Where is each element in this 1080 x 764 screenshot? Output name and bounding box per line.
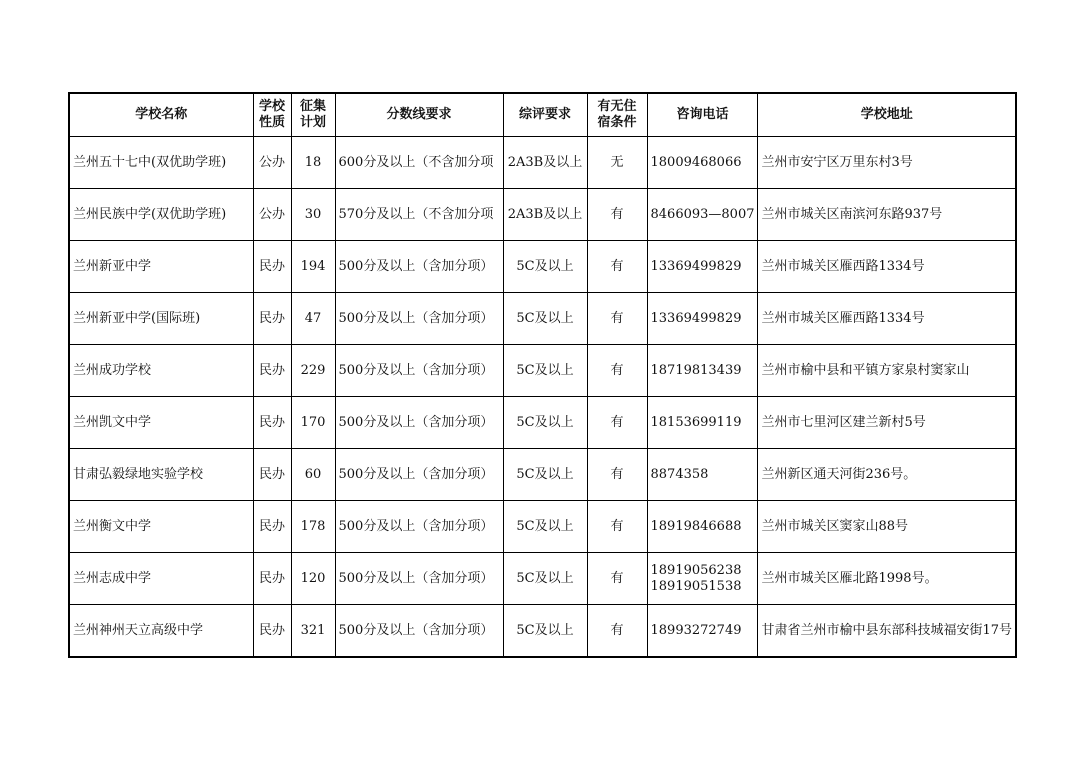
cell-addr: 兰州新区通天河街236号。 <box>758 449 1016 501</box>
cell-score: 500分及以上（含加分项） <box>335 241 503 293</box>
cell-plan: 120 <box>291 553 335 605</box>
cell-name: 兰州凯文中学 <box>69 397 253 449</box>
cell-dorm: 有 <box>587 397 647 449</box>
cell-phone: 13369499829 <box>647 241 758 293</box>
cell-phone: 18719813439 <box>647 345 758 397</box>
cell-dorm: 无 <box>587 137 647 189</box>
table-body <box>69 137 1016 658</box>
cell-score: 500分及以上（含加分项） <box>335 449 503 501</box>
table-row <box>69 137 1016 189</box>
cell-dorm: 有 <box>587 345 647 397</box>
cell-phone: 18009468066 <box>647 137 758 189</box>
cell-dorm: 有 <box>587 449 647 501</box>
column-header-phone <box>647 93 758 137</box>
school-admission-table <box>68 92 1017 658</box>
cell-addr: 兰州市城关区窦家山88号 <box>758 501 1016 553</box>
cell-type: 民办 <box>253 293 291 345</box>
cell-addr: 兰州市城关区南滨河东路937号 <box>758 189 1016 241</box>
table-row <box>69 553 1016 605</box>
cell-dorm: 有 <box>587 605 647 658</box>
table-row <box>69 501 1016 553</box>
column-header-addr <box>758 93 1016 137</box>
cell-phone: 8874358 <box>647 449 758 501</box>
cell-dorm: 有 <box>587 293 647 345</box>
cell-eval: 5C及以上 <box>503 605 587 658</box>
cell-plan: 178 <box>291 501 335 553</box>
cell-phone: 8466093—8007 <box>647 189 758 241</box>
cell-phone: 18993272749 <box>647 605 758 658</box>
cell-phone: 18153699119 <box>647 397 758 449</box>
table-row <box>69 345 1016 397</box>
cell-addr: 兰州市七里河区建兰新村5号 <box>758 397 1016 449</box>
cell-phone: 13369499829 <box>647 293 758 345</box>
column-header-label: 分数线要求 <box>386 107 452 122</box>
cell-phone: 18919056238 18919051538 <box>647 553 758 605</box>
column-header-eval <box>503 93 587 137</box>
column-header-name <box>69 93 253 137</box>
cell-plan: 60 <box>291 449 335 501</box>
column-header-type <box>253 93 291 137</box>
cell-eval: 5C及以上 <box>503 553 587 605</box>
column-header-label: 有无住 宿条件 <box>597 99 637 130</box>
table-row <box>69 293 1016 345</box>
cell-type: 民办 <box>253 345 291 397</box>
cell-dorm: 有 <box>587 241 647 293</box>
column-header-label: 学校名称 <box>135 107 188 122</box>
column-header-label: 综评要求 <box>518 107 571 122</box>
cell-addr: 兰州市榆中县和平镇方家泉村窦家山 <box>758 345 1016 397</box>
cell-name: 兰州志成中学 <box>69 553 253 605</box>
cell-type: 民办 <box>253 501 291 553</box>
cell-addr: 兰州市城关区雁西路1334号 <box>758 293 1016 345</box>
table-row <box>69 605 1016 658</box>
cell-score: 500分及以上（含加分项） <box>335 605 503 658</box>
cell-addr: 兰州市城关区雁西路1334号 <box>758 241 1016 293</box>
cell-name: 兰州五十七中(双优助学班) <box>69 137 253 189</box>
cell-plan: 18 <box>291 137 335 189</box>
cell-name: 兰州新亚中学 <box>69 241 253 293</box>
cell-eval: 2A3B及以上 <box>503 137 587 189</box>
cell-eval: 5C及以上 <box>503 345 587 397</box>
cell-score: 570分及以上（不含加分项 <box>335 189 503 241</box>
table-row <box>69 397 1016 449</box>
cell-score: 500分及以上（含加分项） <box>335 397 503 449</box>
header-row <box>69 93 1016 137</box>
cell-dorm: 有 <box>587 501 647 553</box>
column-header-label: 咨询电话 <box>676 107 729 122</box>
cell-eval: 2A3B及以上 <box>503 189 587 241</box>
cell-plan: 170 <box>291 397 335 449</box>
column-header-dorm <box>587 93 647 137</box>
cell-score: 500分及以上（含加分项） <box>335 345 503 397</box>
cell-eval: 5C及以上 <box>503 449 587 501</box>
cell-plan: 229 <box>291 345 335 397</box>
cell-name: 兰州神州天立高级中学 <box>69 605 253 658</box>
column-header-score <box>335 93 503 137</box>
cell-plan: 194 <box>291 241 335 293</box>
cell-score: 500分及以上（含加分项） <box>335 553 503 605</box>
column-header-label: 征集 计划 <box>299 99 326 130</box>
table-row <box>69 241 1016 293</box>
cell-dorm: 有 <box>587 189 647 241</box>
cell-eval: 5C及以上 <box>503 397 587 449</box>
cell-name: 兰州成功学校 <box>69 345 253 397</box>
cell-phone: 18919846688 <box>647 501 758 553</box>
cell-type: 民办 <box>253 397 291 449</box>
column-header-label: 学校 性质 <box>258 99 285 130</box>
cell-type: 公办 <box>253 137 291 189</box>
cell-plan: 321 <box>291 605 335 658</box>
cell-addr: 甘肃省兰州市榆中县东部科技城福安街17号 <box>758 605 1016 658</box>
cell-addr: 兰州市安宁区万里东村3号 <box>758 137 1016 189</box>
cell-dorm: 有 <box>587 553 647 605</box>
column-header-plan <box>291 93 335 137</box>
cell-eval: 5C及以上 <box>503 293 587 345</box>
cell-plan: 30 <box>291 189 335 241</box>
cell-name: 兰州民族中学(双优助学班) <box>69 189 253 241</box>
cell-type: 民办 <box>253 553 291 605</box>
cell-type: 民办 <box>253 241 291 293</box>
column-header-label: 学校地址 <box>860 107 913 122</box>
cell-score: 500分及以上（含加分项） <box>335 293 503 345</box>
cell-score: 500分及以上（含加分项） <box>335 501 503 553</box>
cell-plan: 47 <box>291 293 335 345</box>
cell-eval: 5C及以上 <box>503 501 587 553</box>
cell-name: 兰州新亚中学(国际班) <box>69 293 253 345</box>
table-row <box>69 189 1016 241</box>
cell-score: 600分及以上（不含加分项 <box>335 137 503 189</box>
cell-eval: 5C及以上 <box>503 241 587 293</box>
cell-name: 甘肃弘毅绿地实验学校 <box>69 449 253 501</box>
table-row <box>69 449 1016 501</box>
cell-addr: 兰州市城关区雁北路1998号。 <box>758 553 1016 605</box>
cell-type: 公办 <box>253 189 291 241</box>
cell-type: 民办 <box>253 449 291 501</box>
cell-type: 民办 <box>253 605 291 658</box>
cell-name: 兰州衡文中学 <box>69 501 253 553</box>
